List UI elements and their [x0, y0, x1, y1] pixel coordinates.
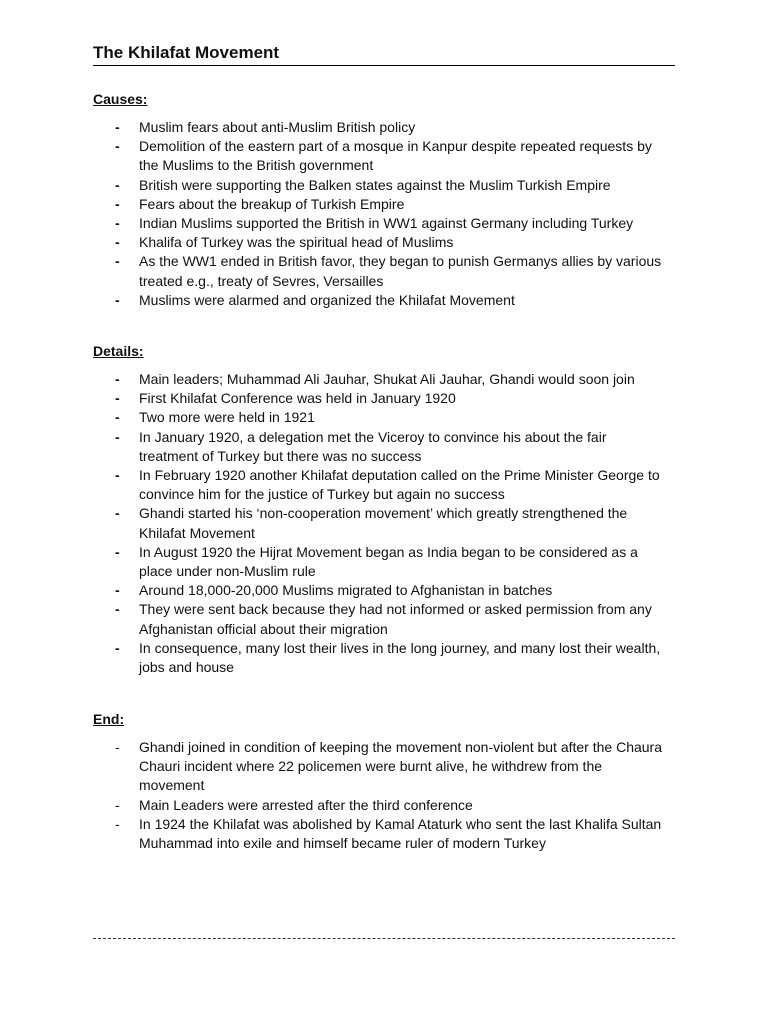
list-item: - British were supporting the Balken states against the Muslim Turkish Empire [115, 176, 611, 193]
causes-list [0, 118, 768, 310]
list-item: - Ghandi started his ‘non-cooperation movement’ which greatly strengthened the Khilafat Movement [115, 505, 628, 541]
list-item: - In February 1920 another Khilafat deputation called on the Prime Minister George to convince him for the justice of Turkey but again no success [115, 467, 660, 503]
list-item: - Muslim fears about anti-Muslim British policy [115, 119, 416, 135]
list-item: - In 1924 the Khilafat was abolished by Kamal Ataturk who sent the last Khalifa Sultan Muhammad into exile and himself became ruler of modern Turkey [115, 815, 662, 852]
heading-end: End: [93, 711, 125, 727]
list-item: - In January 1920, a delegation met the Viceroy to convince his about the fair treatment of Turkey but there was no success [115, 428, 607, 464]
list-item: - As the WW1 ended in British favor, they began to punish Germanys allies by various treated e.g., treaty of Sevres, Versailles [115, 253, 662, 289]
list-item: - They were sent back because they had not informed or asked permission from any Afghanistan official about their migration [115, 601, 652, 637]
details-list [0, 370, 768, 677]
list-item: - Main Leaders were arrested after the third conference [115, 796, 473, 813]
list-item: - Khalifa of Turkey was the spiritual head of Muslims [115, 234, 454, 251]
end-list [0, 738, 768, 853]
list-item: - In consequence, many lost their lives in the long journey, and many lost their wealth, jobs and house [115, 639, 661, 676]
list-item: - Indian Muslims supported the British in WW1 against Germany including Turkey [115, 215, 634, 232]
list-item: - Muslims were alarmed and organized the Khilafat Movement [115, 291, 515, 308]
list-item: - Demolition of the eastern part of a mosque in Kanpur despite repeated requests by the Muslims to the British government [115, 138, 652, 174]
list-item: - Ghandi joined in condition of keeping the movement non-violent but after the Chaura Chauri incident where 22 policemen were burnt alive, he withdrew from the movement [115, 739, 663, 794]
list-item: - Two more were held in 1921 [115, 409, 315, 426]
heading-causes: Causes: [93, 91, 148, 107]
page-title: The Khilafat Movement [93, 42, 675, 66]
list-item: - In August 1920 the Hijrat Movement began as India began to be considered as a place under non-Muslim rule [115, 543, 638, 580]
list-item: - Around 18,000-20,000 Muslims migrated to Afghanistan in batches [115, 582, 553, 599]
footer-divider [93, 938, 675, 939]
heading-details: Details: [93, 343, 144, 359]
list-item: - Main leaders; Muhammad Ali Jauhar, Shukat Ali Jauhar, Ghandi would soon join [115, 371, 635, 387]
list-item: - First Khilafat Conference was held in January 1920 [115, 390, 456, 407]
list-item: - Fears about the breakup of Turkish Empire [115, 195, 405, 212]
